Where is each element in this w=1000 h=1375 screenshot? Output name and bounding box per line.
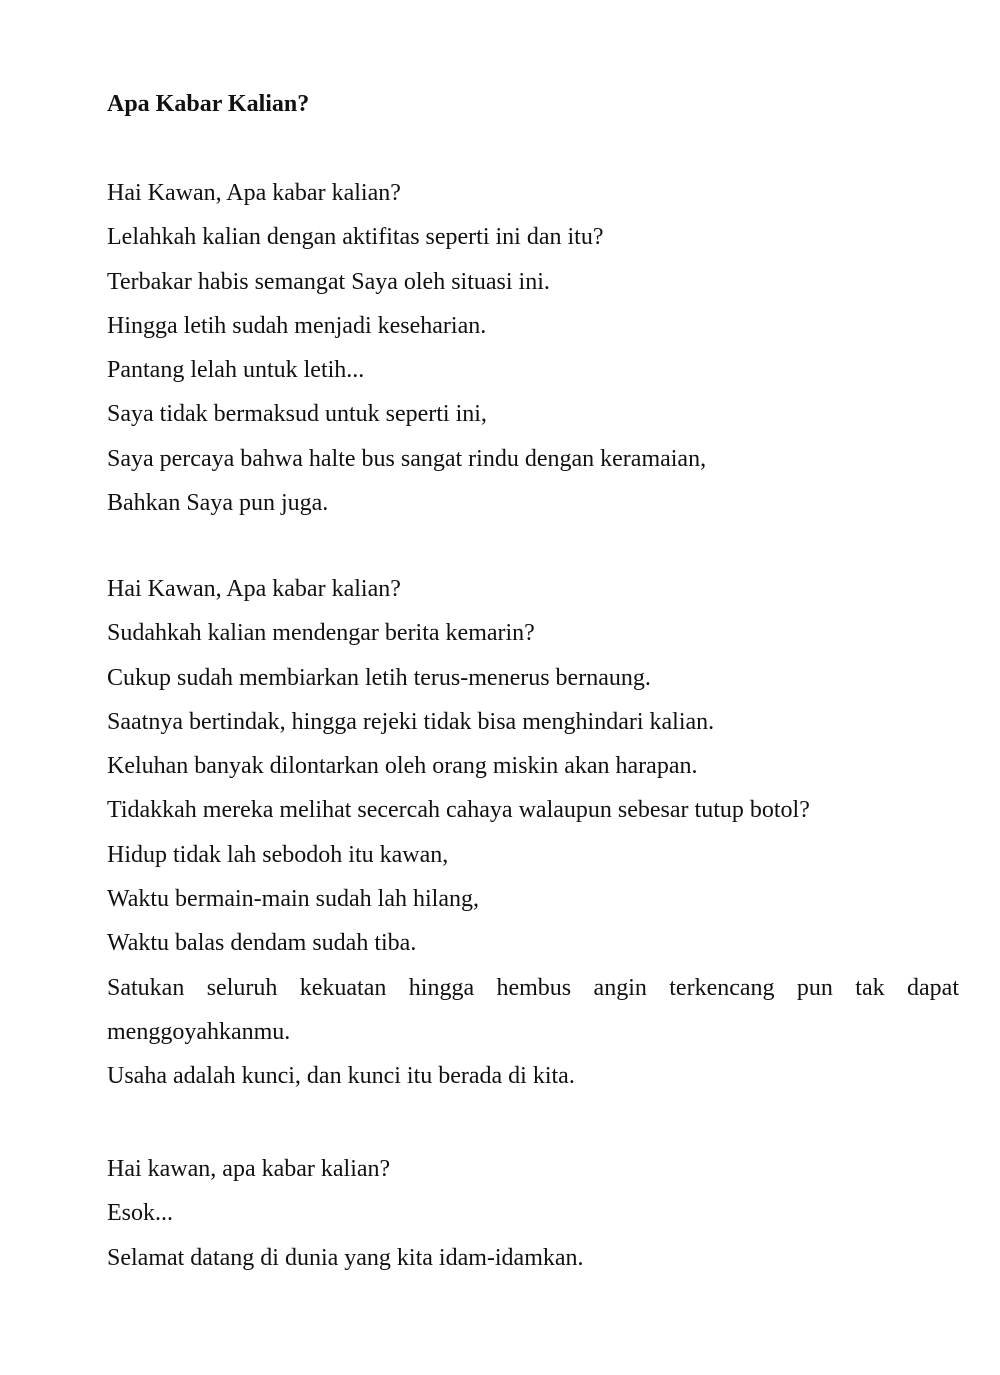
- stanza-2: [107, 567, 959, 1099]
- poem-line: Lelahkah kalian dengan aktifitas seperti ini dan itu?: [107, 224, 604, 251]
- poem-line: Hidup tidak lah sebodoh itu kawan,: [107, 841, 449, 868]
- poem-line: Hai Kawan, Apa kabar kalian?: [107, 180, 401, 206]
- poem-line: Cukup sudah membiarkan letih terus-menerus bernaung.: [107, 664, 651, 691]
- poem-line: Hai Kawan, Apa kabar kalian?: [107, 576, 401, 602]
- poem-line: Waktu balas dendam sudah tiba.: [107, 930, 417, 957]
- poem-line-justified: Satukan seluruh kekuatan hingga hembus angin terkencang pun tak dapat: [107, 974, 959, 1001]
- poem-line: Selamat datang di dunia yang kita idam-idamkan.: [107, 1244, 584, 1271]
- poem-line: Tidakkah mereka melihat secercah cahaya walaupun sebesar tutup botol?: [107, 797, 810, 824]
- poem-line: Pantang lelah untuk letih...: [107, 357, 365, 384]
- poem-line: menggoyahkanmu.: [107, 1018, 291, 1045]
- poem-line: Bahkan Saya pun juga.: [107, 490, 329, 517]
- poem-line: Usaha adalah kunci, dan kunci itu berada di kita.: [107, 1063, 575, 1090]
- poem-line: Hai kawan, apa kabar kalian?: [107, 1156, 391, 1182]
- poem-line: Saya tidak bermaksud untuk seperti ini,: [107, 401, 487, 428]
- poem-title: Apa Kabar Kalian?: [107, 91, 310, 117]
- poem-line: Saya percaya bahwa halte bus sangat rindu dengan keramaian,: [107, 445, 707, 472]
- poem-line: Esok...: [107, 1200, 173, 1227]
- stanza-3: [107, 1147, 959, 1280]
- poem-line: Saatnya bertindak, hingga rejeki tidak bisa menghindari kalian.: [107, 708, 715, 735]
- poem-line: Waktu bermain-main sudah lah hilang,: [107, 886, 479, 913]
- poem-line: Terbakar habis semangat Saya oleh situasi ini.: [107, 268, 550, 295]
- poem-line: Sudahkah kalian mendengar berita kemarin?: [107, 620, 535, 647]
- stanza-1: [107, 171, 959, 525]
- poem-line: Hingga letih sudah menjadi keseharian.: [107, 312, 487, 339]
- poem-line: Keluhan banyak dilontarkan oleh orang miskin akan harapan.: [107, 753, 698, 780]
